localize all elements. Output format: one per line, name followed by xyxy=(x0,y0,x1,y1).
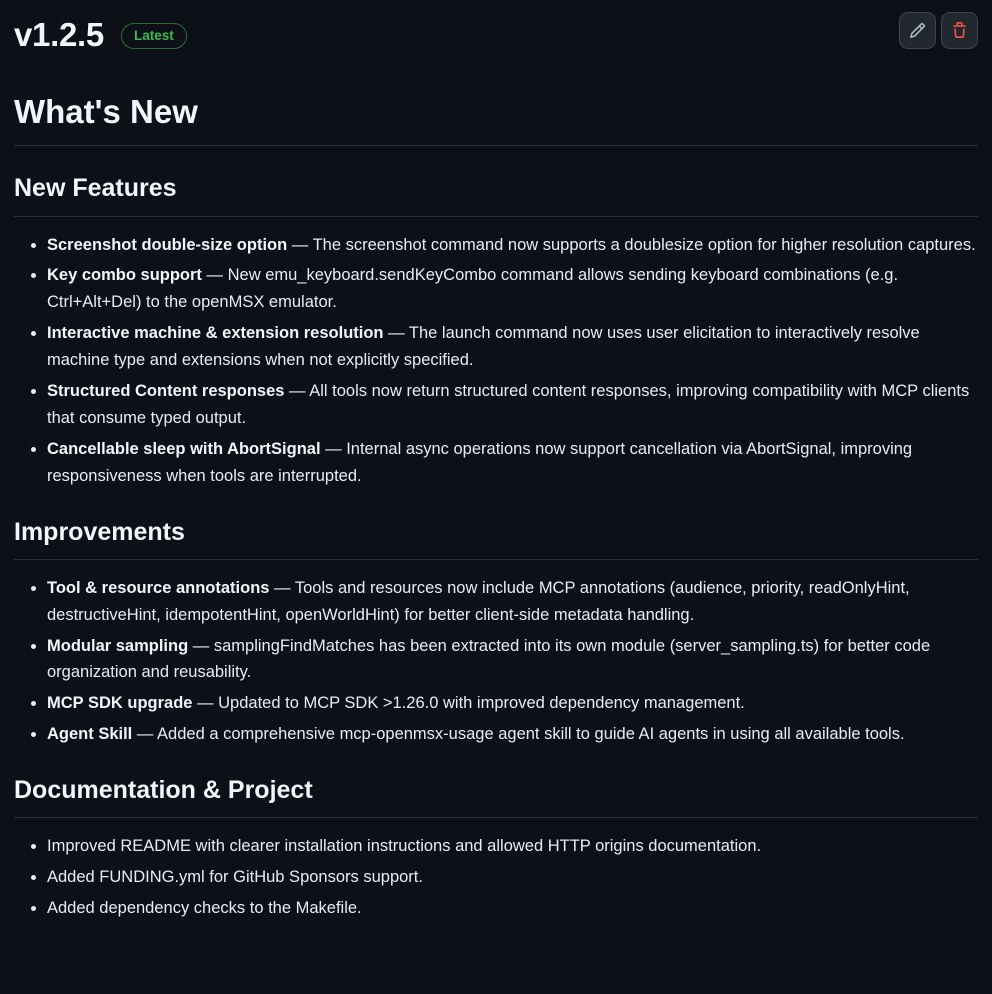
section-heading-documentation: Documentation & Project xyxy=(14,775,978,818)
item-text: Internal async operations now support cancellation via AbortSignal, improving responsiveness when tools are interrupted. xyxy=(47,439,913,485)
item-separator: — xyxy=(132,725,158,744)
item-lead: MCP SDK upgrade xyxy=(47,694,193,713)
list-item xyxy=(47,575,978,629)
item-text: Added dependency checks to the Makefile. xyxy=(47,899,362,918)
item-text: The screenshot command now supports a doublesize option for higher resolution captures. xyxy=(312,235,976,254)
item-separator: — xyxy=(383,324,409,343)
item-text: Updated to MCP SDK >1.26.0 with improved dependency management. xyxy=(218,694,745,713)
item-text: Improved README with clearer installation instructions and allowed HTTP origins documentation. xyxy=(47,837,762,856)
item-text: Added FUNDING.yml for GitHub Sponsors support. xyxy=(47,868,423,887)
list-item xyxy=(47,864,978,891)
list-item xyxy=(47,378,978,432)
improvements-list xyxy=(14,575,978,748)
item-separator: — xyxy=(188,636,214,655)
list-item xyxy=(47,436,978,490)
list-item xyxy=(47,895,978,922)
section-improvements xyxy=(14,517,978,749)
section-new-features xyxy=(14,173,978,489)
item-separator: — xyxy=(192,694,219,713)
item-lead: Modular sampling xyxy=(47,636,189,655)
item-text: Added a comprehensive mcp-openmsx-usage agent skill to guide AI agents in using all available tools. xyxy=(157,725,905,744)
item-text: New emu_keyboard.sendKeyCombo command allows sending keyboard combinations (e.g. Ctrl+Alt+Del) to the openMSX emulator. xyxy=(47,266,899,312)
edit-release-button[interactable] xyxy=(899,12,936,49)
section-heading-improvements: Improvements xyxy=(14,517,978,560)
list-item xyxy=(47,262,978,316)
item-lead: Interactive machine & extension resolution xyxy=(47,324,384,343)
item-text: All tools now return structured content responses, improving compatibility with MCP clients that consume typed output. xyxy=(47,381,970,427)
list-item xyxy=(47,721,978,748)
item-lead: Key combo support xyxy=(47,266,202,285)
release-header xyxy=(14,12,978,51)
list-item xyxy=(47,320,978,374)
new-features-list xyxy=(14,232,978,490)
latest-badge: Latest xyxy=(121,23,187,50)
list-item xyxy=(47,633,978,687)
item-lead: Tool & resource annotations xyxy=(47,578,270,597)
item-text: The launch command now uses user elicitation to interactively resolve machine type and extensions when not explicitly specified. xyxy=(47,324,920,370)
item-separator: — xyxy=(201,266,228,285)
item-separator: — xyxy=(269,578,295,597)
item-separator: — xyxy=(284,381,310,400)
item-separator: — xyxy=(320,439,347,458)
pencil-icon xyxy=(909,22,926,39)
item-text: samplingFindMatches has been extracted into its own module (server_sampling.ts) for better code organization and reusability. xyxy=(47,636,931,682)
section-heading-new-features: New Features xyxy=(14,173,978,216)
section-documentation-project xyxy=(14,775,978,922)
release-version: v1.2.5 xyxy=(14,16,104,53)
item-lead: Screenshot double-size option xyxy=(47,235,288,254)
item-lead: Structured Content responses xyxy=(47,381,285,400)
release-title-group xyxy=(14,12,187,51)
delete-release-button[interactable] xyxy=(941,12,978,49)
release-actions xyxy=(899,12,978,49)
item-separator: — xyxy=(287,235,313,254)
list-item xyxy=(47,232,978,259)
documentation-list xyxy=(14,833,978,922)
trash-icon xyxy=(951,22,968,39)
item-lead: Cancellable sleep with AbortSignal xyxy=(47,439,321,458)
item-text: Tools and resources now include MCP annotations (audience, priority, readOnlyHint, destructiveHint, idempotentHint, openWorldHint) for better client-side metadata handling. xyxy=(47,578,910,624)
list-item xyxy=(47,833,978,860)
list-item xyxy=(47,690,978,717)
release-notes-title: What's New xyxy=(14,91,978,146)
item-lead: Agent Skill xyxy=(47,725,133,744)
